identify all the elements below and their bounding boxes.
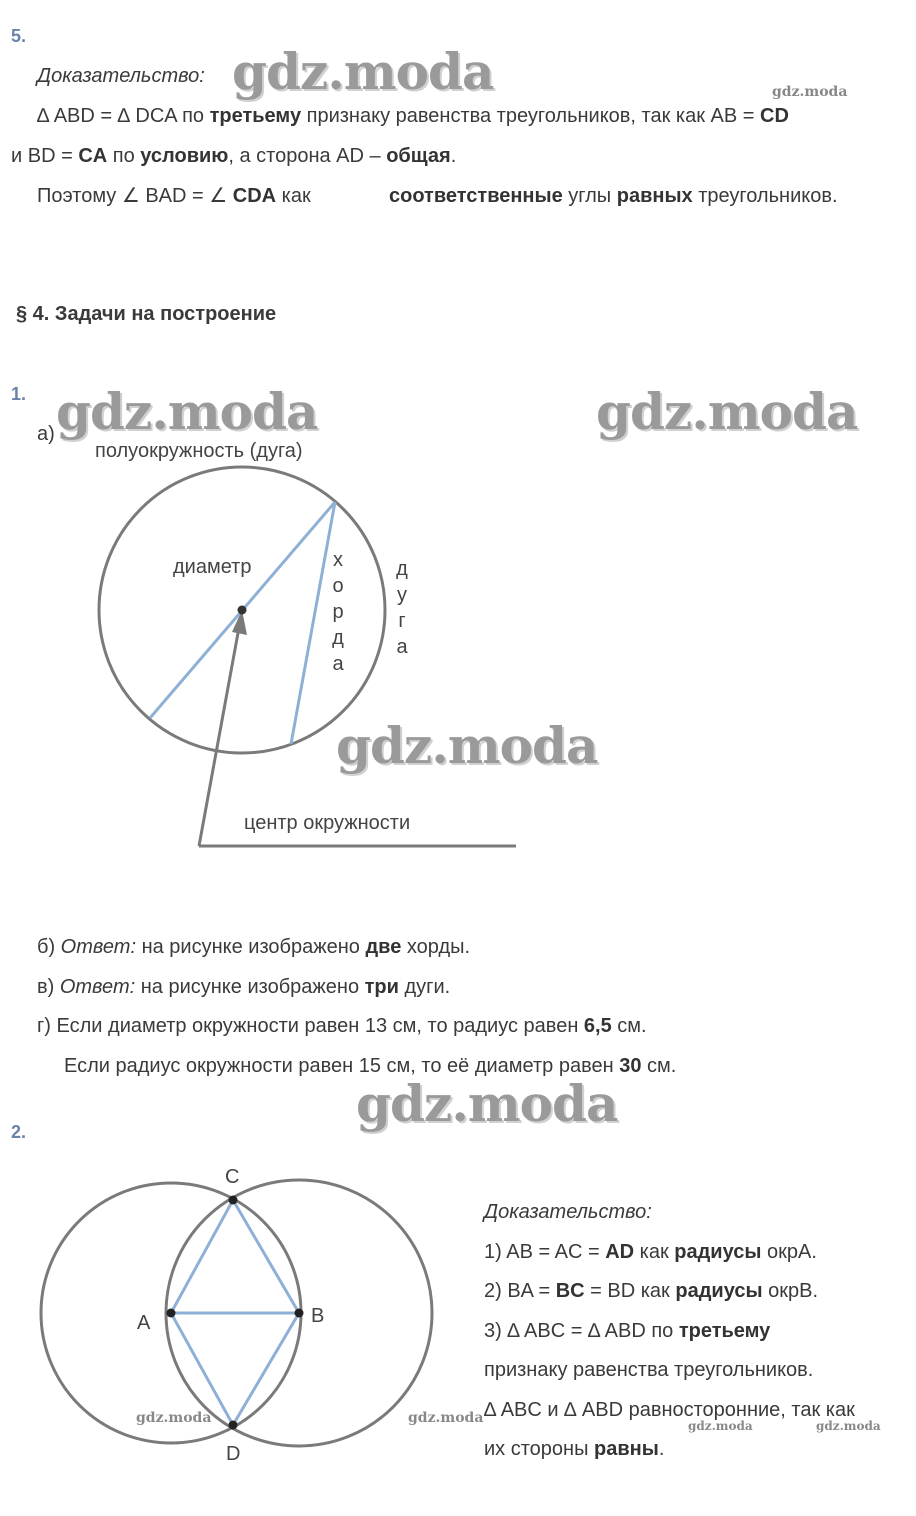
point-a <box>167 1309 176 1318</box>
task-number-2: 2. <box>11 1122 27 1142</box>
watermark-small: gdz.moda <box>772 84 848 100</box>
watermark: gdz.moda <box>336 716 598 775</box>
label-chord: х о р д а <box>332 549 344 675</box>
proof-line-3: Поэтому ∠ BAD = ∠ CDA как <box>37 185 311 207</box>
label-semicircle: полуокружность (дуга) <box>95 440 303 462</box>
watermark-small: gdz.moda <box>136 1410 212 1426</box>
point-d <box>229 1421 238 1430</box>
proof-line-3-cont: соответственные углы равных треугольников. <box>389 185 838 207</box>
watermark: gdz.moda <box>56 382 318 441</box>
proof2-line-6: их стороны равны. <box>484 1438 665 1460</box>
task-number-1: 1. <box>11 384 27 404</box>
answer-g-2: Если радиус окружности равен 15 см, то её диаметр равен 30 см. <box>64 1055 677 1077</box>
watermark: gdz.moda <box>596 382 858 441</box>
chord-line <box>291 502 335 744</box>
label-diameter: диаметр <box>173 556 252 578</box>
watermark-small: gdz.moda <box>408 1410 484 1426</box>
proof-label-5: Доказательство: <box>37 65 205 87</box>
watermark: gdz.moda <box>232 42 494 101</box>
center-point <box>238 606 247 615</box>
two-circles-figure <box>0 1160 470 1470</box>
label-point-a: A <box>137 1312 151 1334</box>
circle-figure <box>0 460 600 860</box>
part-a-label: а) <box>37 423 55 445</box>
watermark-small: gdz.moda <box>688 1419 753 1433</box>
proof2-line-1: 1) AB = AC = AD как радиусы окрA. <box>484 1241 817 1263</box>
label-arc: д у г а <box>396 558 408 658</box>
proof-label-2: Доказательство: <box>484 1201 652 1223</box>
answer-v: в) Ответ: на рисунке изображено три дуги. <box>37 976 451 998</box>
proof2-line-4: признаку равенства треугольников. <box>484 1359 814 1381</box>
proof2-line-2: 2) BA = BC = BD как радиусы окрB. <box>484 1280 818 1302</box>
answer-b: б) Ответ: на рисунке изображено две хорды. <box>37 936 471 958</box>
proof-line-2: и BD = CA по условию, а сторона AD – общая. <box>11 145 457 167</box>
label-center: центр окружности <box>244 812 411 834</box>
section-heading: § 4. Задачи на построение <box>16 303 277 325</box>
label-point-b: B <box>311 1305 325 1327</box>
task-number-5: 5. <box>11 26 27 46</box>
point-b <box>295 1309 304 1318</box>
label-point-d: D <box>226 1443 241 1465</box>
label-point-c: C <box>225 1166 240 1188</box>
watermark: gdz.moda <box>356 1074 618 1133</box>
proof2-line-3: 3) ∆ ABC = ∆ ABD по третьему <box>484 1320 771 1342</box>
watermark-small: gdz.moda <box>816 1419 881 1433</box>
point-c <box>229 1196 238 1205</box>
proof-line-1: ∆ ABD = ∆ DCA по третьему признаку равенства треугольников, так как AB = CD <box>37 105 789 127</box>
answer-g-1: г) Если диаметр окружности равен 13 см, то радиус равен 6,5 см. <box>37 1015 647 1037</box>
proof2-line-5: ∆ ABC и ∆ ABD равносторонние, так как <box>484 1399 855 1421</box>
